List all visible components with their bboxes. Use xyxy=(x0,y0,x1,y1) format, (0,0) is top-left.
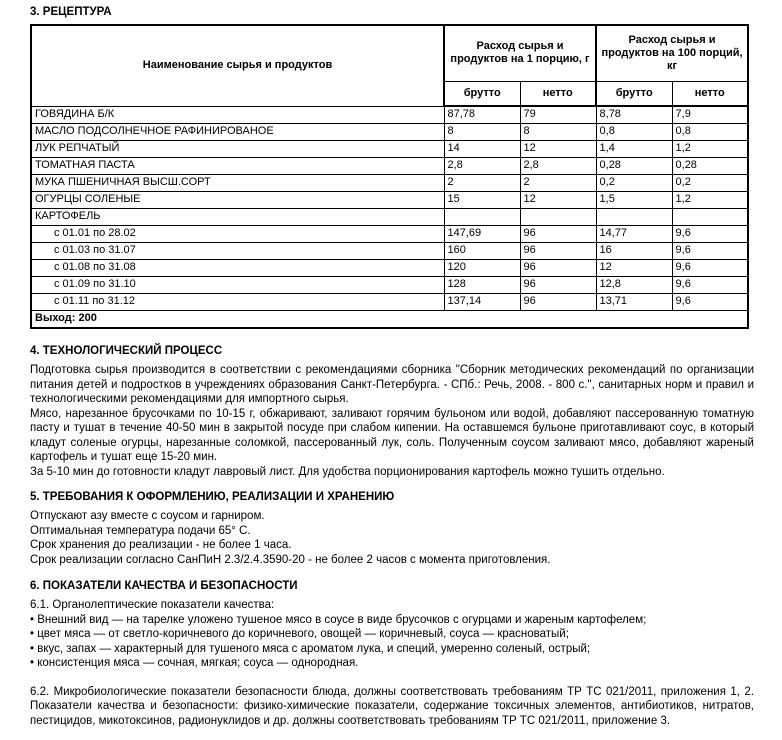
cell-value: 96 xyxy=(520,242,596,259)
serving-line: Срок хранения до реализации - не более 1 часа. xyxy=(30,539,292,551)
cell-value: 9,6 xyxy=(672,225,748,242)
cell-value: 7,9 xyxy=(672,106,748,123)
cell-value: 15 xyxy=(444,191,520,208)
cell-value: 79 xyxy=(520,106,596,123)
cell-value: 0,8 xyxy=(672,123,748,140)
cell-value: 160 xyxy=(444,242,520,259)
table-header xyxy=(31,25,748,106)
section-recipe xyxy=(30,6,754,329)
cell-value: 128 xyxy=(444,276,520,293)
period-label: с 01.03 по 31.07 xyxy=(31,242,444,259)
table-row-period xyxy=(31,225,748,242)
cell-value: 9,6 xyxy=(672,259,748,276)
recipe-heading: 3. РЕЦЕПТУРА xyxy=(30,6,112,18)
table-row xyxy=(31,174,748,191)
cell-value: 12 xyxy=(520,191,596,208)
cell-value: 12,8 xyxy=(596,276,672,293)
quality-heading: 6. ПОКАЗАТЕЛИ КАЧЕСТВА И БЕЗОПАСНОСТИ xyxy=(30,580,298,592)
cell-value: 0,2 xyxy=(672,174,748,191)
period-label: с 01.11 по 31.12 xyxy=(31,293,444,310)
cell-value: 96 xyxy=(520,259,596,276)
cell-value: 2 xyxy=(444,174,520,191)
cell-value: 0,28 xyxy=(672,157,748,174)
ingredients-table xyxy=(30,24,749,329)
cell-value: 1,5 xyxy=(596,191,672,208)
output-value: Выход: 200 xyxy=(31,310,748,328)
quality-subheading: 6.1. Органолептические показатели качества: xyxy=(30,599,275,611)
section-process xyxy=(30,345,754,479)
cell-value: 14,77 xyxy=(596,225,672,242)
cell-value: 16 xyxy=(596,242,672,259)
cell-value: 8,78 xyxy=(596,106,672,123)
serving-line: Отпускают азу вместе с соусом и гарниром. xyxy=(30,510,265,522)
cell-value xyxy=(596,208,672,225)
cell-value: 1,2 xyxy=(672,140,748,157)
ingredient-name: КАРТОФЕЛЬ xyxy=(31,208,444,225)
cell-value: 12 xyxy=(520,140,596,157)
ingredient-name: ТОМАТНАЯ ПАСТА xyxy=(31,157,444,174)
section-quality xyxy=(30,580,754,728)
ingredient-name: ЛУК РЕПЧАТЫЙ xyxy=(31,140,444,157)
cell-value: 12 xyxy=(596,259,672,276)
table-row-period xyxy=(31,242,748,259)
quality-bullet: • вкус, запах — характерный для тушеного мяса с ароматом лука, и специй, умеренно соленый, острый; xyxy=(30,642,591,655)
cell-value: 8 xyxy=(520,123,596,140)
cell-value: 9,6 xyxy=(672,276,748,293)
cell-value: 1,2 xyxy=(672,191,748,208)
table-row xyxy=(31,106,748,123)
cell-value: 1,4 xyxy=(596,140,672,157)
cell-value: 9,6 xyxy=(672,242,748,259)
quality-bullet: • Внешний вид — на тарелке уложено тушеное мясо в соусе в виде брусочков с огурцами и жареным картофелем; xyxy=(30,613,647,626)
cell-value: 2,8 xyxy=(444,157,520,174)
cell-value: 2,8 xyxy=(520,157,596,174)
section-serving xyxy=(30,491,754,567)
table-row xyxy=(31,157,748,174)
serving-heading: 5. ТРЕБОВАНИЯ К ОФОРМЛЕНИЮ, РЕАЛИЗАЦИИ И ХРАНЕНИЮ xyxy=(30,491,395,503)
table-row-period xyxy=(31,276,748,293)
process-paragraph: За 5-10 мин до готовности кладут лавровый лист. Для удобства порционирования картофель можно тушить отдельно. xyxy=(30,465,665,478)
cell-value: 96 xyxy=(520,276,596,293)
cell-value xyxy=(520,208,596,225)
quality-paragraph-62: 6.2. Микробиологические показатели безопасности блюда, должны соответствовать требованиям ТР ТС 021/2011, приложения 1, 2. Показатели качества и безопасности: физико-химические показатели, содержание токсичных элементов, антибиотиков, нитратов, пестицидов, микотоксинов, радионуклидов и др. должны соответствовать требованиям ТР ТС 021/2011, приложение 3. xyxy=(30,685,754,727)
cell-value: 96 xyxy=(520,293,596,310)
cell-value: 13,71 xyxy=(596,293,672,310)
quality-bullet: • консистенция мяса — сочная, мягкая; соуса — однородная. xyxy=(30,657,359,669)
cell-value: 0,2 xyxy=(596,174,672,191)
table-row-output xyxy=(31,310,748,328)
cell-value: 120 xyxy=(444,259,520,276)
cell-value xyxy=(444,208,520,225)
cell-value: 147,69 xyxy=(444,225,520,242)
group-header-per-portion: Расход сырья и продуктов на 1 порцию, г xyxy=(444,25,596,81)
table-row xyxy=(31,208,748,225)
cell-value xyxy=(672,208,748,225)
serving-line: Срок реализации согласно СанПиН 2.3/2.4.3590-20 - не более 2 часов с момента приготовления. xyxy=(30,553,551,566)
ingredient-name: МАСЛО ПОДСОЛНЕЧНОЕ РАФИНИРОВАНОЕ xyxy=(31,123,444,140)
cell-value: 0,28 xyxy=(596,157,672,174)
process-paragraph: Мясо, нарезанное брусочками по 10-15 г, обжаривают, заливают горячим бульоном или водой, добавляют пассерованную томатную пасту и тушат в течение 40-50 мин в закрытой посуде при слабом кипении. На оставшемся бульоне приготавливают соус, в который кладут соленые огурцы, нарезанные соломкой, пассерованный лук, соль. Полученным соусом заливают мясо, добавляют жареный картофель и тушат еще 15-20 мин. xyxy=(30,407,754,463)
ingredient-name: ОГУРЦЫ СОЛЕНЫЕ xyxy=(31,191,444,208)
column-header-gross-100: брутто xyxy=(596,81,672,106)
serving-line: Оптимальная температура подачи 65° C. xyxy=(30,524,251,537)
process-paragraph: Подготовка сырья производится в соответствии с рекомендациями сборника "Сборник методических рекомендаций по организации питания детей и подростков в учреждениях образования Санкт-Петербурга. - СПб.: Речь, 2008. - 800 с.", санитарных норм и правил и технологическими рекомендациями для импортного сырья. xyxy=(30,364,754,405)
table-row-period xyxy=(31,293,748,310)
cell-value: 137,14 xyxy=(444,293,520,310)
column-header-gross-1: брутто xyxy=(444,81,520,106)
table-row xyxy=(31,140,748,157)
table-row xyxy=(31,123,748,140)
period-label: с 01.01 по 28.02 xyxy=(31,225,444,242)
table-row xyxy=(31,191,748,208)
cell-value: 0,8 xyxy=(596,123,672,140)
column-header-net-100: нетто xyxy=(672,81,748,106)
period-label: с 01.09 по 31.10 xyxy=(31,276,444,293)
ingredient-name: ГОВЯДИНА Б/К xyxy=(31,106,444,123)
process-heading: 4. ТЕХНОЛОГИЧЕСКИЙ ПРОЦЕСС xyxy=(30,345,223,357)
cell-value: 2 xyxy=(520,174,596,191)
group-header-per-100-portions: Расход сырья и продуктов на 100 порций, кг xyxy=(596,25,748,81)
period-label: с 01.08 по 31.08 xyxy=(31,259,444,276)
column-header-net-1: нетто xyxy=(520,81,596,106)
ingredient-name: МУКА ПШЕНИЧНАЯ ВЫСШ.СОРТ xyxy=(31,174,444,191)
cell-value: 14 xyxy=(444,140,520,157)
cell-value: 8 xyxy=(444,123,520,140)
column-header-name: Наименование сырья и продуктов xyxy=(31,25,444,106)
cell-value: 9,6 xyxy=(672,293,748,310)
table-row-period xyxy=(31,259,748,276)
quality-bullet: • цвет мяса — от светло-коричневого до коричневого, овощей — коричневый, соуса — красноватый; xyxy=(30,628,569,640)
cell-value: 96 xyxy=(520,225,596,242)
cell-value: 87,78 xyxy=(444,106,520,123)
